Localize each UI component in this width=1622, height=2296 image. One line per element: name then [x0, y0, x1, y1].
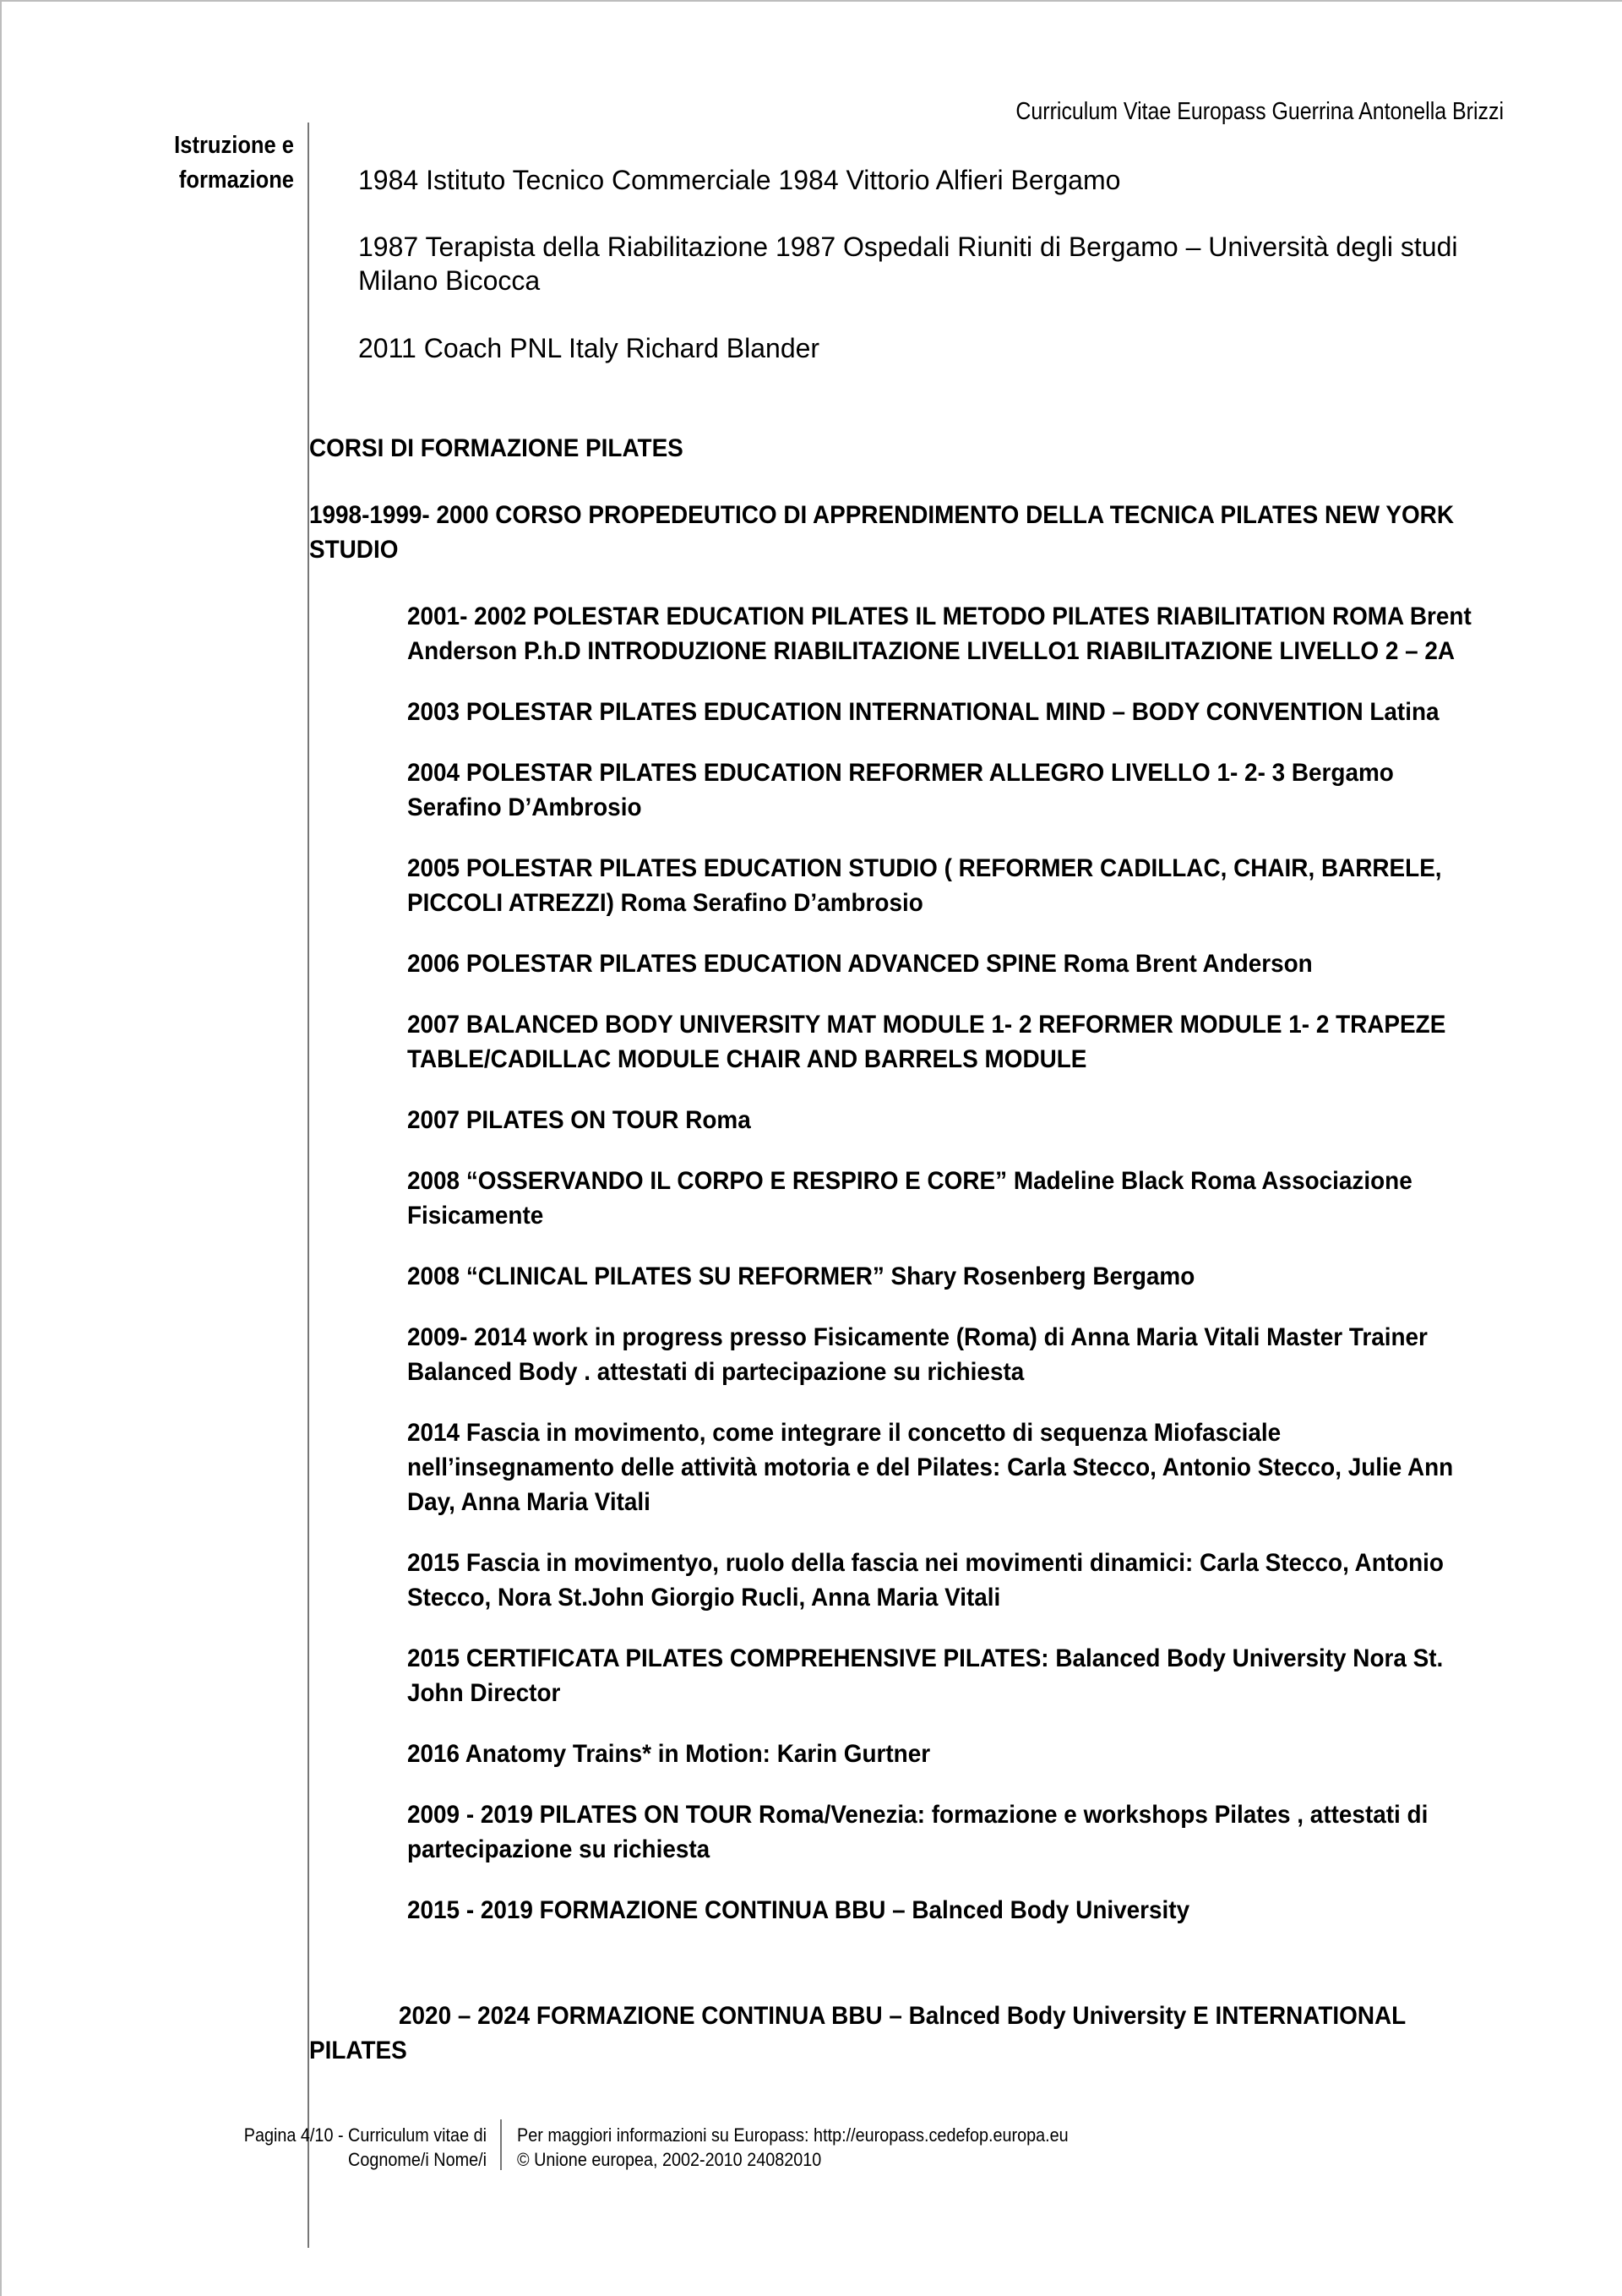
- footer-copyright: © Unione europea, 2002-2010 24082010: [517, 2149, 822, 2170]
- course-item: 2007 PILATES ON TOUR Roma: [407, 1106, 751, 1134]
- footer-page-info: [231, 2123, 487, 2172]
- footer-europass-info: [517, 2123, 1201, 2172]
- course-item: 2015 Fascia in movimentyo, ruolo della fascia nei movimenti dinamici: Carla Stecco, Antonio Stecco, Nora St.John Giorgio Rucli, Anna Maria Vitali: [407, 1549, 1444, 1612]
- footer-europass-link: Per maggiori informazioni su Europass: http://europass.cedefop.europa.eu: [517, 2124, 1069, 2146]
- course-item: 2014 Fascia in movimento, come integrare il concetto di sequenza Miofasciale nell’insegnamento delle attività motoria e del Pilates: Carla Stecco, Antonio Stecco, Julie Ann Day, Anna Maria Vitali: [407, 1419, 1454, 1516]
- course-item-last-text: 2020 – 2024 FORMAZIONE CONTINUA BBU – Balnced Body University E INTERNATIONAL PILATES: [309, 2002, 1406, 2064]
- page-left-edge: [0, 0, 2, 2296]
- course-item: 2001- 2002 POLESTAR EDUCATION PILATES IL METODO PILATES RIABILITATION ROMA Brent Anderson P.h.D INTRODUZIONE RIABILITAZIONE LIVELLO1 RIABILITAZIONE LIVELLO 2 – 2A: [407, 603, 1472, 665]
- education-entry: 2011 Coach PNL Italy Richard Blander: [358, 333, 820, 363]
- course-item: 2009- 2014 work in progress presso Fisicamente (Roma) di Anna Maria Vitali Master Trainer Balanced Body . attestati di partecipazione su richiesta: [407, 1323, 1428, 1386]
- course-item: 2016 Anatomy Trains* in Motion: Karin Gurtner: [407, 1740, 931, 1768]
- pilates-heading: CORSI DI FORMAZIONE PILATES: [309, 434, 683, 462]
- footer-page-number: Pagina 4/10 - Curriculum vitae di: [243, 2124, 487, 2146]
- education-entry: 1984 Istituto Tecnico Commerciale 1984 Vittorio Alfieri Bergamo: [358, 165, 1121, 195]
- section-label-line2: formazione: [178, 166, 294, 194]
- course-item: 2004 POLESTAR PILATES EDUCATION REFORMER ALLEGRO LIVELLO 1- 2- 3 Bergamo Serafino D’Ambrosio: [407, 759, 1394, 821]
- footer-divider: [500, 2119, 502, 2170]
- education-entry: 1987 Terapista della Riabilitazione 1987 Ospedali Riuniti di Bergamo – Università degli studi Milano Bicocca: [358, 232, 1458, 296]
- page-top-edge: [0, 0, 1622, 2]
- course-item: 2005 POLESTAR PILATES EDUCATION STUDIO ( REFORMER CADILLAC, CHAIR, BARRELE, PICCOLI ATREZZI) Roma Serafino D’ambrosio: [407, 854, 1442, 917]
- course-item: 2009 - 2019 PILATES ON TOUR Roma/Venezia: formazione e workshops Pilates , attestati di partecipazione su richiesta: [407, 1801, 1429, 1863]
- footer-name-placeholder: Cognome/i Nome/i: [348, 2149, 487, 2170]
- course-item: 2008 “OSSERVANDO IL CORPO E RESPIRO E CORE” Madeline Black Roma Associazione Fisicamente: [407, 1167, 1412, 1230]
- course-item-last: [309, 1999, 1472, 2068]
- section-label-line1: Istruzione e: [174, 132, 294, 159]
- course-item: 2015 CERTIFICATA PILATES COMPREHENSIVE PILATES: Balanced Body University Nora St. John Director: [407, 1644, 1444, 1707]
- section-label: [110, 128, 294, 198]
- course-list: [407, 599, 1491, 1954]
- course-item: 2007 BALANCED BODY UNIVERSITY MAT MODULE 1- 2 REFORMER MODULE 1- 2 TRAPEZE TABLE/CADILLAC MODULE CHAIR AND BARRELS MODULE: [407, 1011, 1446, 1073]
- pilates-intro: 1998-1999- 2000 CORSO PROPEDEUTICO DI APPRENDIMENTO DELLA TECNICA PILATES NEW YORK STUDIO: [309, 501, 1454, 564]
- course-item: 2006 POLESTAR PILATES EDUCATION ADVANCED SPINE Roma Brent Anderson: [407, 950, 1313, 978]
- course-item: 2015 - 2019 FORMAZIONE CONTINUA BBU – Balnced Body University: [407, 1896, 1190, 1924]
- running-header: Curriculum Vitae Europass Guerrina Antonella Brizzi: [1015, 98, 1504, 125]
- course-item: 2003 POLESTAR PILATES EDUCATION INTERNATIONAL MIND – BODY CONVENTION Latina: [407, 698, 1440, 726]
- course-item: 2008 “CLINICAL PILATES SU REFORMER” Shary Rosenberg Bergamo: [407, 1263, 1195, 1290]
